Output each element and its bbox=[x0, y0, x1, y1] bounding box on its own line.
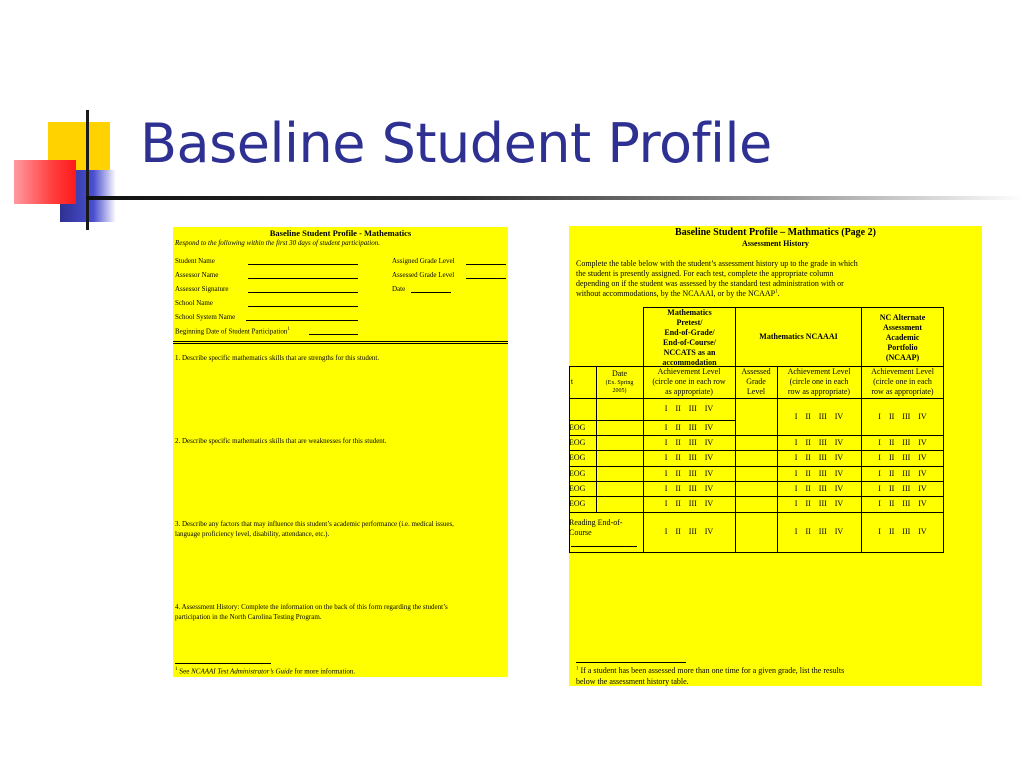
table-row-levels: I II III IV bbox=[794, 438, 844, 447]
document-page-left bbox=[173, 227, 508, 677]
left-page-title: Baseline Student Profile - Mathematics bbox=[269, 228, 412, 238]
footnote-line: $^1$ If a student has been assessed more than one time for a given grade, list the results bbox=[576, 666, 845, 675]
grid-line bbox=[569, 420, 735, 421]
group-header-ncaaai-label: Mathematics NCAAAI bbox=[759, 332, 838, 341]
field-line bbox=[309, 327, 358, 335]
field-line bbox=[248, 271, 358, 279]
field-line bbox=[248, 285, 358, 293]
group-header-ncaap-label: NC Alternate Assessment Academic Portfolio (NCAAP) bbox=[879, 313, 926, 362]
field-label: Assigned Grade Level bbox=[392, 257, 455, 265]
title-underline bbox=[86, 196, 1024, 200]
table-row-levels: I II III IV bbox=[664, 484, 714, 493]
table-row-test: EOG bbox=[569, 438, 586, 447]
table-row-levels: I II III IV bbox=[878, 412, 927, 421]
table-row-levels: I II III IV bbox=[664, 423, 714, 432]
question-2: 2. Describe specific mathematics skills that are weaknesses for this student. bbox=[175, 437, 387, 445]
table-row-levels: I II III IV bbox=[794, 527, 844, 536]
grid-line bbox=[569, 466, 944, 467]
intro-line: depending on if the student was assessed by the standard test administration with or bbox=[576, 279, 844, 288]
table-row-test: EOG bbox=[569, 453, 586, 462]
intro-line: the student is presently assigned. For each test, complete the appropriate column bbox=[576, 269, 834, 278]
intro-line: without accommodations, by the NCAAAI, or by the NCAAP$^1$. bbox=[576, 289, 780, 298]
grid-line bbox=[569, 398, 944, 399]
table-row-test: EOG bbox=[569, 469, 586, 478]
table-row-test: EOG bbox=[569, 484, 586, 493]
field-line bbox=[246, 313, 358, 321]
intro-line: Complete the table below with the student’s assessment history up to the grade in which bbox=[576, 259, 858, 268]
table-row-test-reading: Reading End-of- Course bbox=[569, 518, 623, 537]
table-row-levels: I II III IV bbox=[664, 499, 714, 508]
field-label: Assessor Signature bbox=[175, 285, 229, 293]
table-row-levels: I II III IV bbox=[878, 499, 927, 508]
field-label: Beginning Date of Student Participation$^1$ bbox=[175, 327, 290, 336]
footnote-rule bbox=[576, 662, 686, 663]
table-row-levels: I II III IV bbox=[878, 484, 927, 493]
question-1: 1. Describe specific mathematics skills that are strengths for this student. bbox=[175, 354, 380, 362]
field-label: Student Name bbox=[175, 257, 215, 265]
field-line bbox=[466, 271, 506, 279]
footnote-rule bbox=[175, 663, 271, 664]
grid-line bbox=[569, 481, 944, 482]
group-header-standard-label: Mathematics Pretest/ End-of-Grade/ End-of-Course/ NCCATS as an accommodation bbox=[662, 308, 717, 367]
table-row-levels: I II III IV bbox=[794, 499, 844, 508]
field-label: Assessor Name bbox=[175, 271, 219, 279]
table-row-levels: I II III IV bbox=[878, 527, 927, 536]
question-4-cont: participation in the North Carolina Testing Program. bbox=[175, 613, 322, 621]
col-header-assessed-grade: Assessed Grade Level bbox=[741, 367, 771, 396]
table-row-levels: I II III IV bbox=[664, 453, 714, 462]
table-row-levels: I II III IV bbox=[794, 412, 844, 421]
question-3: 3. Describe any factors that may influence this student’s academic performance (i.e. medical issues, bbox=[175, 520, 454, 528]
footnote: $^1$ See NCAAAI Test Administrator’s Guide for more information. bbox=[175, 667, 356, 676]
table-row-levels: I II III IV bbox=[794, 484, 844, 493]
field-line bbox=[466, 257, 506, 265]
table-row-levels: I II III IV bbox=[664, 438, 714, 447]
right-page-subtitle: Assessment History bbox=[742, 239, 809, 248]
decor-red-square bbox=[14, 160, 76, 204]
grid-line bbox=[569, 496, 944, 497]
field-line bbox=[248, 299, 358, 307]
question-3-cont: language proficiency level, disability, attendance, etc.). bbox=[175, 530, 330, 538]
table-row-levels: I II III IV bbox=[664, 469, 714, 478]
col-header-achievement-standard: Achievement Level (circle one in each row as appropriate) bbox=[652, 367, 726, 396]
field-line bbox=[411, 285, 451, 293]
table-row-levels: I II III IV bbox=[878, 469, 927, 478]
field-label: Assessed Grade Level bbox=[392, 271, 455, 279]
footnote-line: below the assessment history table. bbox=[576, 677, 689, 686]
grid-line bbox=[569, 450, 944, 451]
table-row-test: EOG bbox=[569, 499, 586, 508]
col-header-test: t bbox=[570, 377, 574, 386]
col-header-date: Date (Ex. Spring 2005) bbox=[605, 369, 634, 394]
field-label: School Name bbox=[175, 299, 213, 307]
footnote-blank-line bbox=[571, 546, 637, 547]
field-line bbox=[248, 257, 358, 265]
field-label: Date bbox=[392, 285, 406, 293]
grid-line bbox=[569, 512, 944, 513]
field-label: School System Name bbox=[175, 313, 236, 321]
double-rule bbox=[173, 341, 508, 344]
table-row-levels: I II III IV bbox=[794, 453, 844, 462]
table-row-levels: I II III IV bbox=[878, 453, 927, 462]
table-row-levels: I II III IV bbox=[878, 438, 927, 447]
left-page-subtitle: Respond to the following within the first 30 days of student participation. bbox=[175, 239, 380, 247]
table-row-levels: I II III IV bbox=[664, 404, 714, 413]
decor-vertical-line bbox=[86, 110, 89, 230]
col-header-achievement-ncaap: Achievement Level (circle one in each row as appropriate) bbox=[871, 367, 934, 396]
question-4: 4. Assessment History: Complete the information on the back of this form regarding the student’s bbox=[175, 603, 448, 611]
col-header-achievement-ncaaai: Achievement Level (circle one in each row as appropriate) bbox=[787, 367, 851, 396]
table-row-test: EOG bbox=[569, 423, 586, 432]
right-page-title: Baseline Student Profile – Mathmatics (Page 2) bbox=[675, 227, 876, 238]
document-page-right bbox=[569, 226, 982, 686]
table-row-levels: I II III IV bbox=[794, 469, 844, 478]
table-row-levels: I II III IV bbox=[664, 527, 714, 536]
page-title: Baseline Student Profile bbox=[140, 112, 772, 175]
grid-line bbox=[569, 435, 944, 436]
